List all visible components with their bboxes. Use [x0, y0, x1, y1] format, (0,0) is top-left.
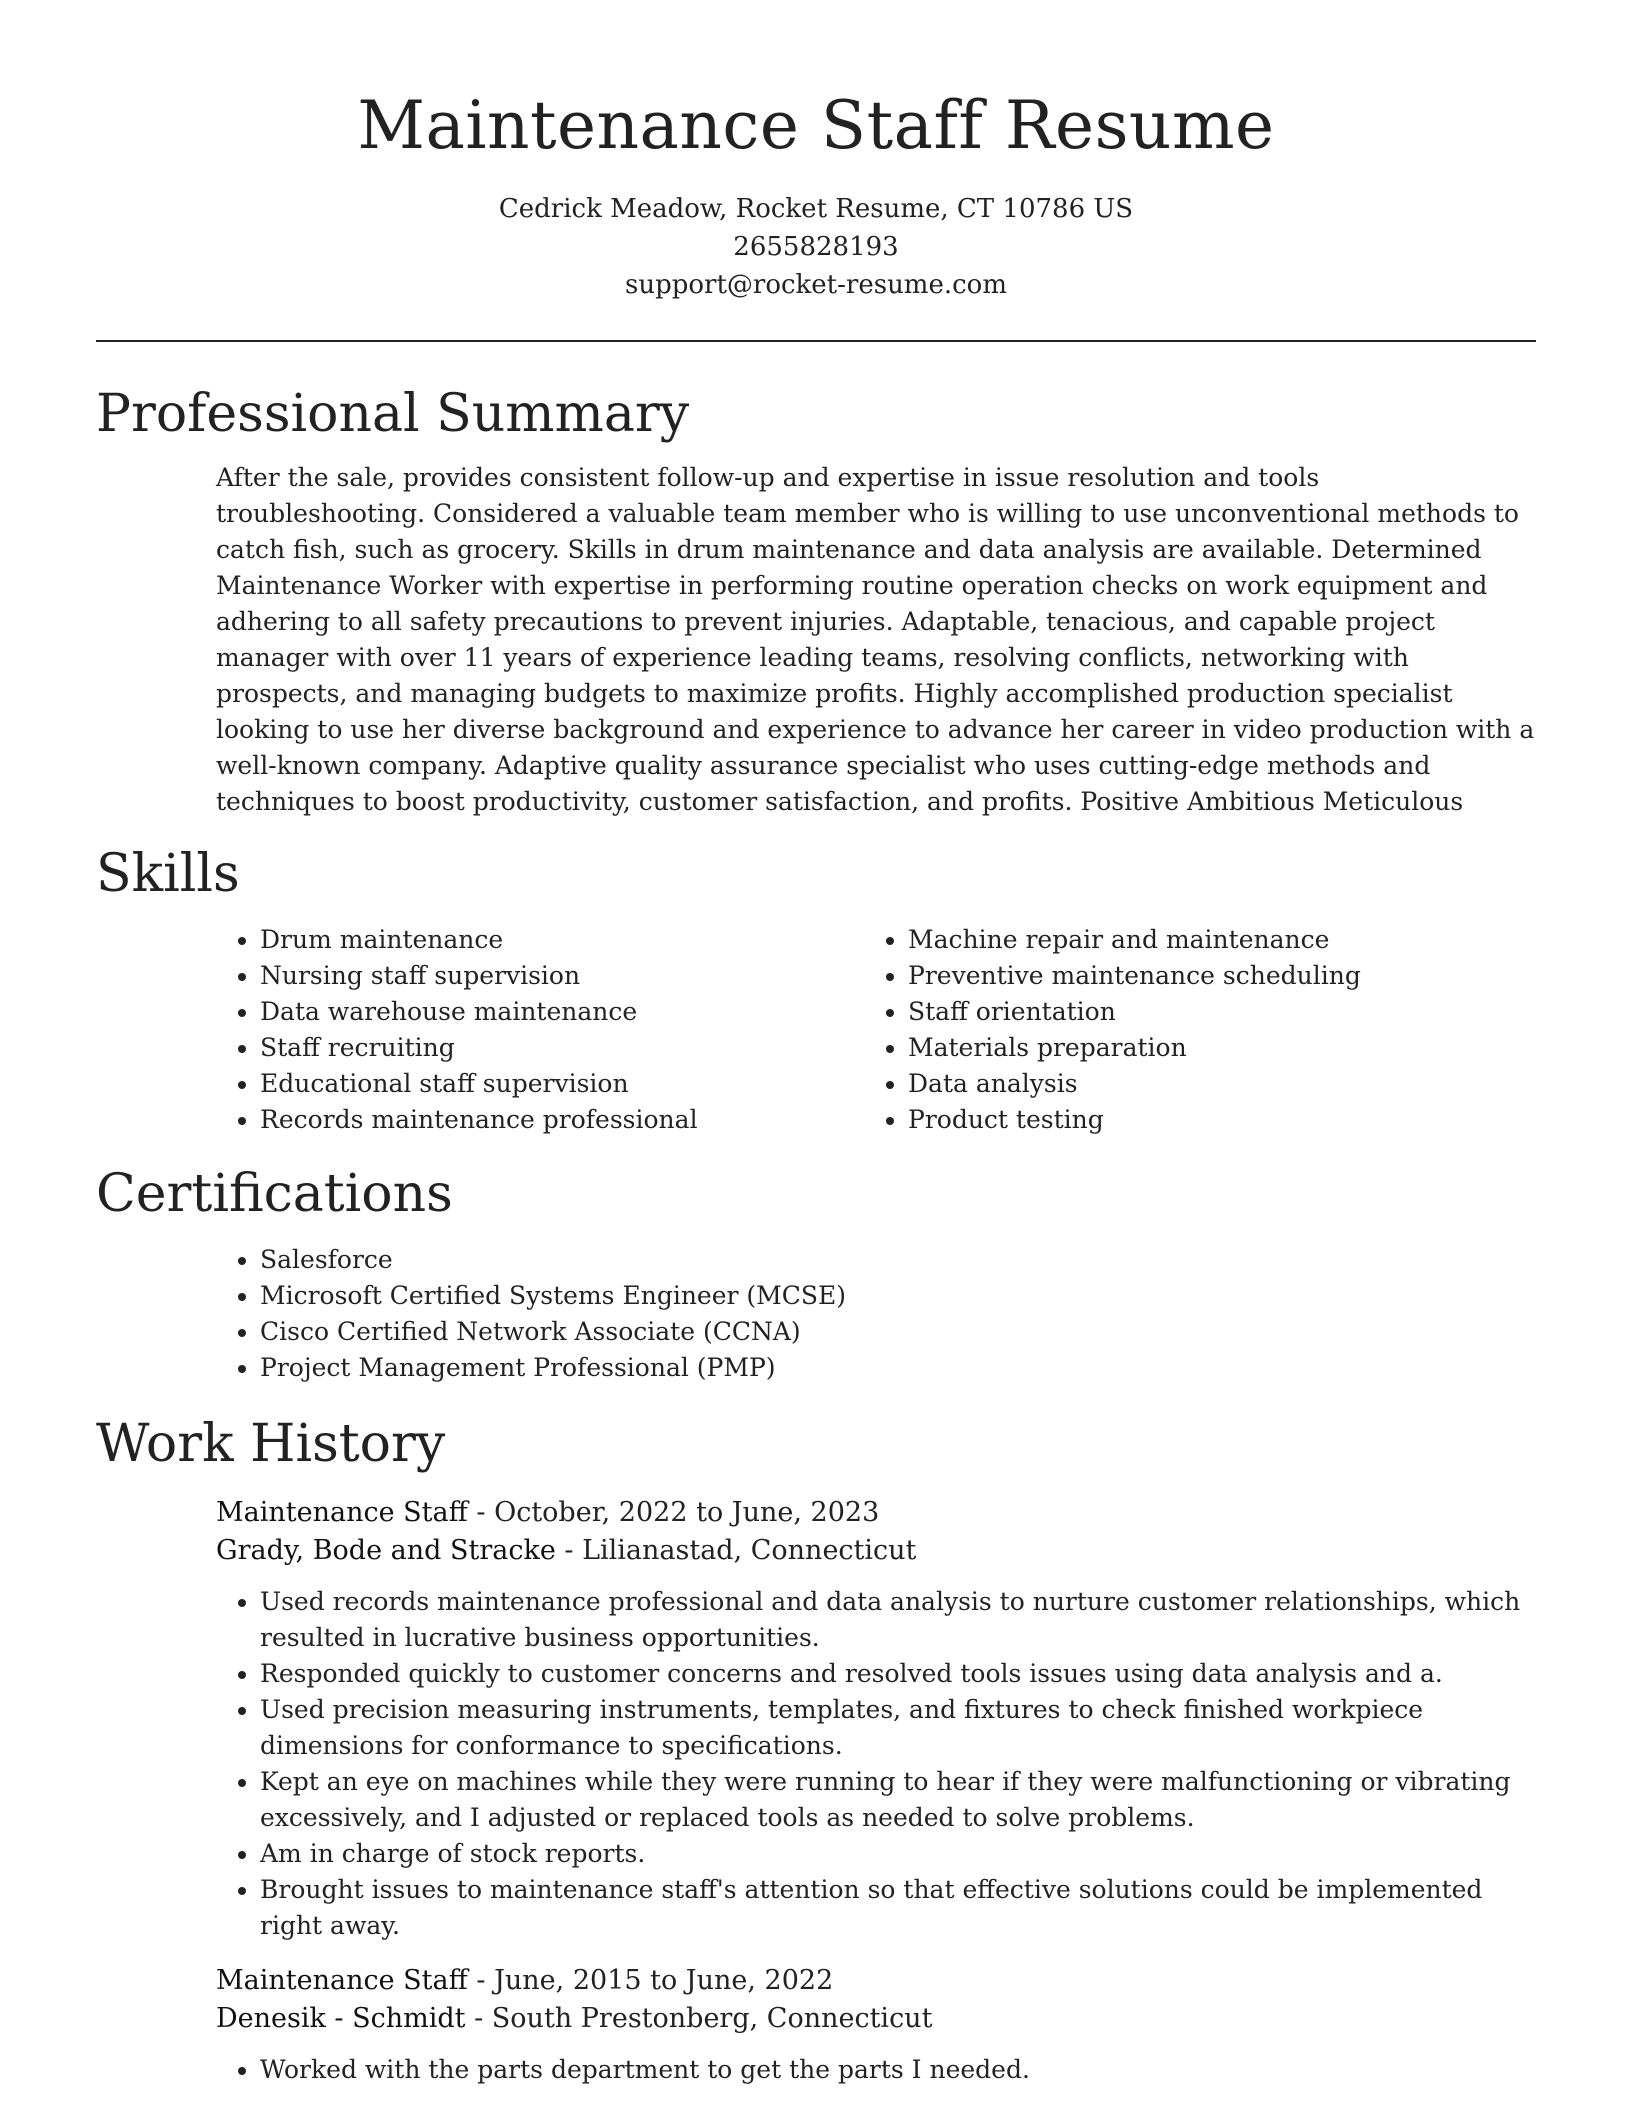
skill-item: • Data warehouse maintenance	[260, 994, 888, 1030]
skills-left-list	[96, 922, 888, 1138]
summary-section	[96, 382, 1536, 820]
job-company: Denesik - Schmidt	[216, 2003, 466, 2034]
contact-email: support@rocket-resume.com	[624, 270, 1007, 300]
job-bullets	[96, 1584, 1536, 1944]
resume-title: Maintenance Staff Resume	[357, 87, 1275, 164]
skill-item: • Preventive maintenance scheduling	[908, 958, 1536, 994]
certification-item: • Cisco Certified Network Associate (CCNA)	[260, 1314, 1536, 1350]
contact-address: Cedrick Meadow, Rocket Resume, CT 10786 US	[498, 194, 1134, 224]
job-bullet: • Worked with the parts department to get the parts I needed.	[260, 2052, 1536, 2088]
certifications-list	[96, 1242, 1536, 1386]
job-title-line	[216, 1962, 1536, 2000]
skills-columns	[96, 922, 1536, 1138]
skill-item: • Staff recruiting	[260, 1030, 888, 1066]
skill-item: • Product testing	[908, 1102, 1536, 1138]
job-location: - South Prestonberg, Connecticut	[465, 2003, 933, 2034]
work-heading: Work History	[96, 1414, 446, 1474]
job-company: Grady, Bode and Stracke	[216, 1535, 556, 1566]
skill-item: • Data analysis	[908, 1066, 1536, 1102]
job-bullets	[96, 2052, 1536, 2088]
skill-item: • Drum maintenance	[260, 922, 888, 958]
job-title-line	[216, 1494, 1536, 1532]
job-bullet: • Kept an eye on machines while they were running to hear if they were malfunctioning or vibrating excessively, and I adjusted or replaced tools as needed to solve problems.	[260, 1764, 1536, 1836]
job-bullet: • Responded quickly to customer concerns and resolved tools issues using data analysis and a.	[260, 1656, 1536, 1692]
skills-section	[96, 842, 1536, 1138]
job-dates: - October, 2022 to June, 2023	[467, 1497, 880, 1528]
skill-item: • Educational staff supervision	[260, 1066, 888, 1102]
job-bullet: • Used records maintenance professional and data analysis to nurture customer relationships, which resulted in lucrative business opportunities.	[260, 1584, 1536, 1656]
skill-item: • Nursing staff supervision	[260, 958, 888, 994]
work-section	[96, 1412, 1536, 2088]
summary-text: After the sale, provides consistent follow-up and expertise in issue resolution and tools troubleshooting. Considered a valuable team member who is willing to use unconventional methods to catch fish, such as grocery. Skills in drum maintenance and data analysis are available. Determined Maintenance Worker with expertise in performing routine operation checks on work equipment and adhering to all safety precautions to prevent injuries. Adaptable, tenacious, and capable project manager with over 11 years of experience leading teams, resolving conflicts, networking with prospects, and managing budgets to maximize profits. Highly accomplished production specialist looking to use her diverse background and experience to advance her career in video production with a well-known company. Adaptive quality assurance specialist who uses cutting-edge methods and techniques to boost productivity, customer satisfaction, and profits. Positive Ambitious Meticulous	[216, 463, 1535, 816]
job-role: Maintenance Staff	[216, 1497, 468, 1528]
skills-heading: Skills	[96, 844, 240, 904]
job-role: Maintenance Staff	[216, 1965, 468, 1996]
skills-right-list	[908, 922, 1536, 1138]
contact-phone: 2655828193	[733, 232, 899, 262]
job-company-line	[216, 2000, 1536, 2038]
job-entry	[96, 1962, 1536, 2088]
job-dates: - June, 2015 to June, 2022	[467, 1965, 834, 1996]
certifications-section	[96, 1162, 1536, 1386]
skill-item: • Machine repair and maintenance	[908, 922, 1536, 958]
certification-item: • Salesforce	[260, 1242, 1536, 1278]
header-divider	[96, 340, 1536, 342]
job-location: - Lilianastad, Connecticut	[555, 1535, 917, 1566]
certifications-heading: Certifications	[96, 1164, 453, 1224]
skill-item: • Staff orientation	[908, 994, 1536, 1030]
certification-item: • Project Management Professional (PMP)	[260, 1350, 1536, 1386]
job-company-line	[216, 1532, 1536, 1570]
job-entry	[96, 1494, 1536, 1944]
summary-heading: Professional Summary	[96, 384, 690, 444]
job-bullet: • Am in charge of stock reports.	[260, 1836, 1536, 1872]
skill-item: • Materials preparation	[908, 1030, 1536, 1066]
job-bullet: • Used precision measuring instruments, templates, and fixtures to check finished workpiece dimensions for conformance to specifications.	[260, 1692, 1536, 1764]
job-bullet: • Brought issues to maintenance staff's attention so that effective solutions could be implemented right away.	[260, 1872, 1536, 1944]
skill-item: • Records maintenance professional	[260, 1102, 888, 1138]
contact-block	[0, 190, 1632, 304]
certification-item: • Microsoft Certified Systems Engineer (MCSE)	[260, 1278, 1536, 1314]
